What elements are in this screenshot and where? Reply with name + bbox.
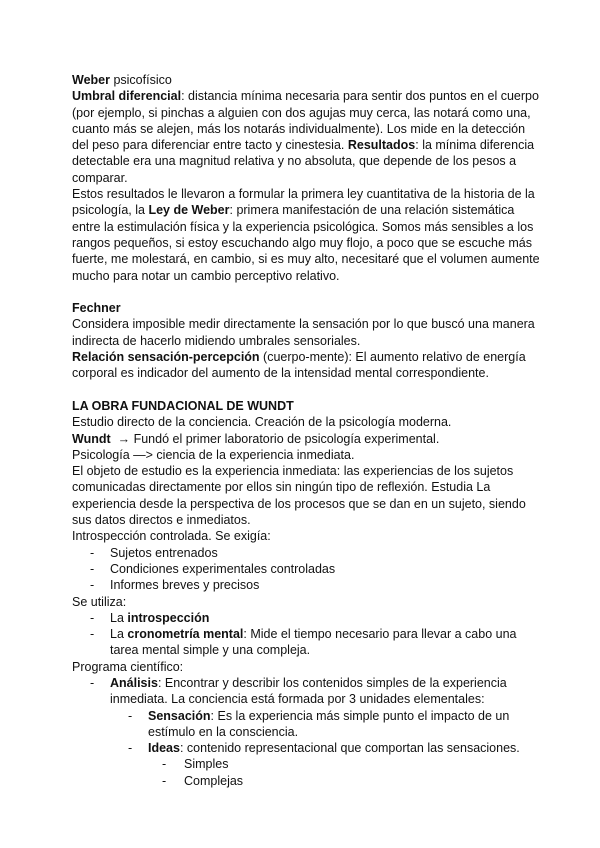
list-item-text: : contenido representacional que comportan las sensaciones.	[179, 741, 520, 756]
umbral-text-1: : distancia mínima necesaria para sentir dos puntos en el cuerpo	[181, 89, 539, 104]
list-item-text: Complejas	[184, 773, 244, 788]
list-item-text: La	[110, 610, 128, 625]
umbral-line-4	[72, 137, 535, 153]
list-item	[72, 610, 532, 626]
weber-heading-line	[72, 72, 532, 88]
list-item-text: : Encontrar y describir los contenidos simples de la experiencia	[157, 675, 507, 690]
dash-bullet: -	[128, 708, 133, 723]
dash-bullet: -	[128, 741, 133, 756]
list-item-text: Condiciones experimentales controladas	[110, 561, 336, 576]
list-item-text: Sujetos entrenados	[110, 545, 218, 560]
list-item	[72, 626, 532, 642]
introspeccion-label: introspección	[127, 610, 210, 625]
list-item	[72, 545, 532, 561]
estos-line-2	[72, 202, 532, 218]
document-page	[72, 72, 540, 789]
estos-text-2a: psicología, la	[72, 203, 149, 218]
estos-line-6: mucho para notar un cambio perceptivo relativo.	[72, 268, 340, 283]
list-item	[72, 773, 532, 789]
list-item-text: Simples	[184, 757, 229, 772]
umbral-line-5: detectable era una magnitud relativa y no absoluta, que depende de los pesos a	[72, 154, 517, 169]
wundt-line-2	[72, 431, 532, 447]
umbral-line-6: comparar.	[72, 170, 128, 185]
introspeccion-line: Introspección controlada. Se exigía:	[72, 529, 271, 544]
fechner-title: Fechner	[72, 301, 121, 316]
analisis-label: Análisis	[110, 675, 158, 690]
dash-bullet: -	[90, 578, 95, 593]
list-item	[72, 708, 532, 724]
cronometria-label: cronometría mental	[127, 627, 244, 642]
fechner-line-2: indirecta de hacerlo midiendo umbrales sensoriales.	[72, 333, 361, 348]
list-item-text: : Es la experiencia más simple punto el impacto de un	[210, 708, 510, 723]
list-item	[72, 561, 532, 577]
estos-line-4: rangos pequeños, si estoy escuchando algo muy flojo, a poco que se escuche más	[72, 235, 533, 250]
list-item-continuation: tarea mental simple y una compleja.	[110, 643, 311, 658]
resultados-label: Resultados	[347, 138, 416, 153]
umbral-line-3: cuanto más se alejen, más los notarás individualmente). Los mide en la detección	[72, 121, 526, 136]
estos-line-3: entre la estimulación física y la experiencia psicológica. Somos más sensibles a los	[72, 219, 534, 234]
wundt-line-5: comunicadas directamente por ellos sin ningún tipo de reflexión. Estudia La	[72, 480, 491, 495]
se-utiliza-line: Se utiliza:	[72, 594, 127, 609]
list-item	[72, 756, 532, 772]
ideas-label: Ideas	[148, 741, 180, 756]
list-item	[72, 675, 532, 691]
dash-bullet: -	[90, 610, 95, 625]
dash-bullet: -	[90, 675, 95, 690]
list-item-text: La	[110, 627, 128, 642]
dash-bullet: -	[90, 627, 95, 642]
weber-title: Weber	[72, 73, 110, 87]
sensacion-label: Sensación	[148, 708, 211, 723]
dash-bullet: -	[162, 773, 167, 788]
relacion-line-2: corporal es indicador del aumento de la intensidad mental correspondiente.	[72, 366, 489, 381]
spacer	[72, 382, 532, 398]
relacion-text-1: (cuerpo-mente): El aumento relativo de energía	[259, 350, 526, 365]
umbral-line-1	[72, 88, 539, 104]
dash-bullet: -	[90, 545, 95, 560]
spacer	[72, 284, 532, 300]
fechner-heading	[72, 300, 532, 316]
umbral-line-2: (por ejemplo, si pinchas a alguien con dos agujas muy cerca, las notará como una,	[72, 105, 531, 120]
dash-bullet: -	[90, 561, 95, 576]
list-item	[72, 577, 532, 593]
weber-title-rest: psicofísico	[109, 73, 172, 87]
umbral-label: Umbral diferencial	[72, 89, 182, 104]
wundt-text-2: → Fundó el primer laboratorio de psicología experimental.	[110, 431, 440, 446]
list-item-continuation: estímulo en la consciencia.	[148, 724, 299, 739]
umbral-text-4a: del peso para diferenciar entre tacto y cinestesia.	[72, 138, 348, 153]
relacion-label: Relación sensación-percepción	[72, 350, 260, 365]
dash-bullet: -	[162, 757, 167, 772]
wundt-line-6: experiencia desde la perspectiva de los procesos que se dan en un sujeto, siendo	[72, 496, 526, 511]
list-item-text: : Mide el tiempo necesario para llevar a cabo una	[243, 627, 517, 642]
list-item	[72, 740, 532, 756]
wundt-heading	[72, 398, 532, 414]
wundt-label: Wundt	[72, 431, 111, 446]
wundt-line-1: Estudio directo de la conciencia. Creación de la psicología moderna.	[72, 415, 452, 430]
estos-line-1: Estos resultados le llevaron a formular la primera ley cuantitativa de la historia de la	[72, 187, 535, 202]
fechner-line-1: Considera imposible medir directamente la sensación por lo que buscó una manera	[72, 317, 535, 332]
list-item-text: Informes breves y precisos	[110, 578, 260, 593]
wundt-line-3: Psicología —> ciencia de la experiencia inmediata.	[72, 447, 355, 462]
programa-line: Programa científico:	[72, 659, 184, 674]
estos-text-2b: : primera manifestación de una relación sistemática	[229, 203, 515, 218]
estos-line-5: fuerte, me molestará, en cambio, si es muy alto, necesitaré que el volumen aumente	[72, 252, 540, 267]
umbral-text-4b: : la mínima diferencia	[415, 138, 535, 153]
wundt-line-7: sus datos directos e inmediatos.	[72, 513, 251, 528]
wundt-line-4: El objeto de estudio es la experiencia inmediata: las experiencias de los sujetos	[72, 464, 514, 479]
wundt-heading-text: LA OBRA FUNDACIONAL DE WUNDT	[72, 398, 294, 413]
relacion-line-1	[72, 349, 532, 365]
ley-weber-label: Ley de Weber	[148, 203, 230, 218]
list-item-continuation: inmediata. La conciencia está formada por 3 unidades elementales:	[110, 692, 485, 707]
